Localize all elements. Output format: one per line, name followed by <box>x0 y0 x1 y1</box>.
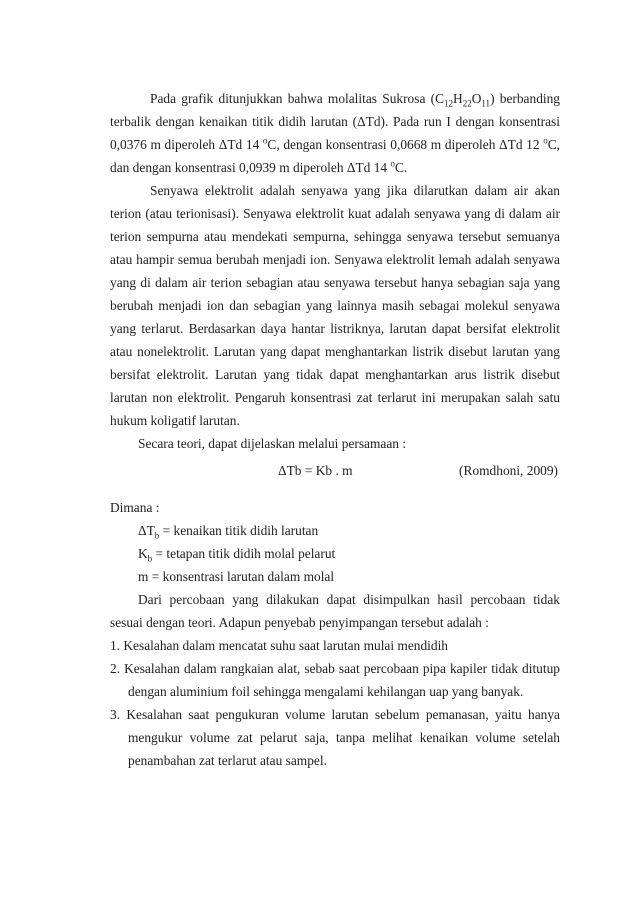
definition-text: = tetapan titik didih molal pelarut <box>152 546 336 561</box>
list-item: 1. Kesalahan dalam mencatat suhu saat larutan mulai mendidih <box>110 638 449 653</box>
symbol: ΔT <box>138 523 155 538</box>
subscript: 22 <box>462 98 472 109</box>
text-run: C, dan dengan konsentrasi 0,0939 m diperoleh ΔTd 14 <box>110 137 560 175</box>
citation: (Romdhoni, 2009) <box>459 463 558 478</box>
symbol-subscript: b <box>147 553 153 564</box>
text-run: H <box>453 91 463 106</box>
document-body <box>110 87 560 772</box>
list-item: 3. Kesalahan saat pengukuran volume larutan sebelum pemanasan, yaitu hanya mengukur volume zat pelarut saja, tanpa melihat kenaikan volume setelah penambahan zat terlarut atau sampel. <box>110 707 560 768</box>
symbol-subscript: b <box>154 530 160 541</box>
symbol: K <box>138 546 148 561</box>
definition-item <box>138 519 560 542</box>
text-run: O <box>471 91 482 106</box>
text-run: Pada grafik ditunjukkan bahwa molalitas Sukrosa (C <box>150 91 445 106</box>
text-run: ) berbanding terbalik dengan kenaikan titik didih larutan (ΔTd). Pada run I dengan konsentrasi 0,0376 m diperoleh ΔTd 14 <box>110 91 561 152</box>
subscript: 11 <box>481 98 491 109</box>
degree-superscript: o <box>390 158 395 169</box>
paragraph-sucrose-results <box>110 87 560 179</box>
degree-superscript: o <box>262 135 268 146</box>
definition-item <box>138 565 560 588</box>
paragraph-theory-intro: Secara teori, dapat dijelaskan melalui persamaan : <box>138 436 407 451</box>
paragraph-electrolyte: Senyawa elektrolit adalah senyawa yang jika dilarutkan dalam air akan terion (atau terionisasi). Senyawa elektrolit kuat adalah senyawa yang di dalam air terion sempurna atau mendekati sempurna, sehingga senyawa tersebut semuanya atau hampir semua berubah menjadi ion. Senyawa elektrolit lemah adalah senyawa yang di dalam air terion sebagian atau senyawa tersebut hanya sebagian saja yang berubah menjadi ion dan sebagian yang lainnya masih sebagai molekul senyawa yang terlarut. Berdasarkan daya hantar listriknya, larutan dapat bersifat elektrolit atau nonelektrolit. Larutan yang dapat menghantarkan listrik disebut larutan yang bersifat elektrolit. Larutan yang tidak dapat menghantarkan arus listrik disebut larutan non elektrolit. Pengaruh konsentrasi zat terlarut ini merupakan salah satu hukum koligatif larutan. <box>110 183 560 428</box>
text-run: C, dengan konsentrasi 0,0668 m diperoleh ΔTd 12 <box>267 137 544 152</box>
degree-superscript: o <box>543 135 548 146</box>
equation: ΔTb = Kb . m <box>278 463 353 478</box>
definition-text: = kenaikan titik didih larutan <box>159 523 319 538</box>
symbol: m <box>138 569 149 584</box>
definition-text: = konsentrasi larutan dalam molal <box>148 569 335 584</box>
deviation-causes-list <box>110 634 560 772</box>
definition-item <box>138 542 560 565</box>
text-run: C. <box>394 160 408 175</box>
equation-line <box>110 459 560 482</box>
paragraph-conclusion: Dari percobaan yang dilakukan dapat disimpulkan hasil percobaan tidak sesuai dengan teori. Adapun penyebab penyimpangan tersebut adalah : <box>110 592 560 630</box>
definitions-list <box>138 519 560 588</box>
definitions-heading: Dimana : <box>110 500 160 515</box>
subscript: 12 <box>444 98 454 109</box>
list-item: 2. Kesalahan dalam rangkaian alat, sebab saat percobaan pipa kapiler tidak ditutup dengan aluminium foil sehingga mengalami kehilangan uap yang banyak. <box>110 661 560 699</box>
